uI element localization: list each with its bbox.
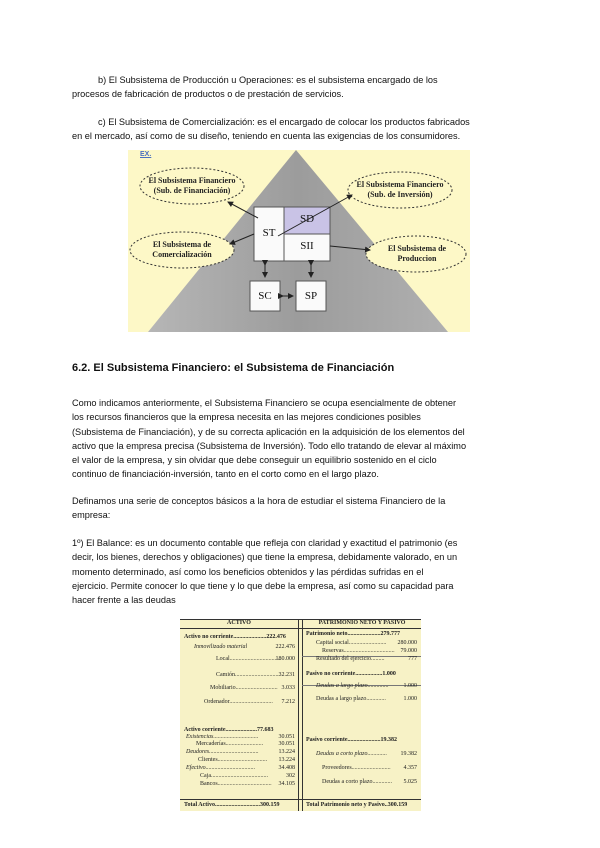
text-line: procesos de fabricación de productos o de prestación de servicios.: [72, 89, 344, 100]
section-title: 6.2. El Subsistema Financiero: el Subsistema de Financiación: [72, 362, 395, 374]
text-line: el valor de la empresa, y sin olvidar que debe conseguir un equilibrio sostenido en el ciclo: [72, 455, 437, 466]
text-line: continuo de financiación-inversión, tanto en el corto como en el largo plazo.: [72, 469, 379, 480]
pasivo-value: 1.000: [403, 696, 417, 702]
activo-row: Caja......................................: [200, 773, 268, 779]
label-line: Produccion: [397, 254, 437, 263]
pasivo-row: Capital social.........................: [316, 640, 387, 646]
activo-value: 7.212: [281, 699, 295, 705]
activo-value: 180.000: [275, 656, 295, 662]
text-line: hacer frente a las deudas: [72, 595, 176, 606]
label-line: El Subsistema Financiero: [356, 180, 444, 189]
pasivo-row: Deudas a corto plazo.............: [322, 779, 392, 785]
label-commercialization: [132, 240, 232, 260]
pasivo-row: Proveedores..........................: [322, 765, 391, 771]
label-production: [368, 244, 466, 264]
activo-value: 13.224: [278, 757, 295, 763]
activo-value: 34.105: [278, 781, 295, 787]
label-line: El Subsistema Financiero: [148, 176, 236, 185]
pasivo-value: 79.000: [400, 648, 417, 654]
activo-value: 3.033: [281, 685, 295, 691]
label-line: Comercialización: [152, 250, 212, 259]
activo-value: 30.051: [278, 741, 295, 747]
activo-row: Activo no corriente......................222.476: [184, 634, 286, 640]
label-line: (Sub. de Financiación): [153, 186, 231, 195]
activo-row: Local..................................: [216, 656, 281, 662]
pasivo-row: Deudas a corto plazo.............: [316, 751, 387, 757]
text-line: c) El Subsistema de Comercialización: es el encargado de colocar los productos fabricados: [98, 117, 470, 127]
box-sp-label: SP: [304, 290, 318, 302]
activo-row: Mercaderías.........................: [196, 741, 264, 747]
text-line: decir, los bienes, derechos y obligaciones) que tiene la empresa, debidamente valorado, en un: [72, 552, 458, 563]
activo-row: Bancos....................................: [200, 781, 272, 787]
pasivo-value: 1.000: [403, 683, 417, 689]
pasivo-value: 5.025: [403, 779, 417, 785]
balance-sheet-table: [180, 619, 421, 811]
pasivo-value: 4.357: [403, 765, 417, 771]
activo-row: Mobiliario............................: [210, 685, 278, 691]
label-line: El Subsistema de: [152, 240, 212, 249]
label-investment: [350, 180, 450, 200]
text-line: Definamos una serie de conceptos básicos a la hora de estudiar el sistema Financiero de la: [72, 496, 446, 506]
text-line: empresa:: [72, 510, 111, 521]
pasivo-value: 19.382: [400, 751, 417, 757]
pasivo-header: PATRIMONIO NETO Y PASIVO: [318, 620, 406, 626]
activo-value: 13.224: [278, 749, 295, 755]
pasivo-row: Pasivo corriente......................19.382: [306, 737, 397, 743]
activo-value: 32.231: [278, 672, 295, 678]
paragraph-intro: [72, 396, 542, 482]
text-line: en el mercado, así como de su diseño, teniendo en cuenta las exigencias de los consumidores.: [72, 131, 461, 142]
example-label: EX.: [140, 151, 152, 158]
label-line: El Subsistema de: [387, 244, 447, 253]
activo-row: Ordenador.............................: [204, 699, 273, 705]
label-financing: [142, 176, 242, 196]
text-line: b) El Subsistema de Producción u Operaciones: es el subsistema encargado de los: [98, 75, 438, 85]
activo-row: Camión..............................: [216, 672, 280, 678]
activo-row: Existencias..............................: [186, 734, 259, 740]
text-line: ejercicio. Permite conocer lo que tiene y lo que debe la empresa, así como su capacidad para: [72, 580, 454, 591]
pasivo-row: Resultado del ejercicio.........: [316, 656, 385, 662]
box-sii-label: SII: [300, 240, 314, 252]
paragraph-definitions: [72, 494, 542, 523]
activo-row: Inmovilizado material: [194, 644, 248, 650]
box-st-label: ST: [262, 227, 276, 239]
activo-row: Clientes.................................: [198, 757, 268, 763]
activo-value: 30.051: [278, 734, 295, 740]
pasivo-row: Deudas a largo plazo.............: [316, 696, 386, 702]
pasivo-total: Total Patrimonio neto y Pasivo..300.159: [306, 802, 408, 808]
activo-value: 222.476: [275, 644, 295, 650]
pasivo-row: Deudas a largo plazo..............: [316, 683, 389, 689]
text-line: los recursos financieros que la empresa necesita en las mejores condiciones posibles: [72, 412, 421, 423]
text-line: 1º) El Balance: es un documento contable que refleja con claridad y exactitud el patrimonio (es: [72, 538, 458, 548]
pasivo-value: 777: [408, 656, 417, 662]
pasivo-value: 280.000: [397, 640, 417, 646]
activo-total: Total Activo..............................300.159: [184, 802, 280, 808]
text-line: momento determinado, así como los beneficios obtenidos y las pérdidas sufridas en el: [72, 566, 424, 577]
activo-row: Activo corriente.....................77.683: [184, 727, 274, 733]
activo-value: 34.408: [278, 765, 295, 771]
paragraph-balance: [72, 536, 542, 607]
pasivo-row: Reservas..................................: [322, 648, 395, 654]
paragraph-production-subsystem: [72, 73, 542, 102]
activo-header: ACTIVO: [227, 620, 251, 626]
subsystems-diagram: [128, 150, 470, 332]
box-sd-label: SD: [299, 213, 315, 225]
pasivo-row: Pasivo no corriente..................1.000: [306, 671, 396, 677]
pasivo-row: Patrimonio neto......................279.777: [306, 631, 400, 637]
text-line: activo que la empresa precisa (Subsistema de Inversión). Todo ello tratando de elevar al máximo: [72, 440, 467, 451]
text-line: (Subsistema de Financiación), y de su correcta aplicación en la adquisición de los elementos del: [72, 426, 465, 437]
activo-row: Efectivo.................................: [186, 765, 256, 771]
box-sc-label: SC: [258, 290, 272, 302]
paragraph-commercialization-subsystem: [72, 115, 542, 144]
text-line: Como indicamos anteriormente, el Subsistema Financiero se ocupa esencialmente de obtener: [72, 398, 457, 408]
activo-value: 302: [286, 773, 295, 779]
label-line: (Sub. de Inversión): [367, 190, 433, 199]
activo-row: Deudores.................................: [186, 749, 259, 755]
